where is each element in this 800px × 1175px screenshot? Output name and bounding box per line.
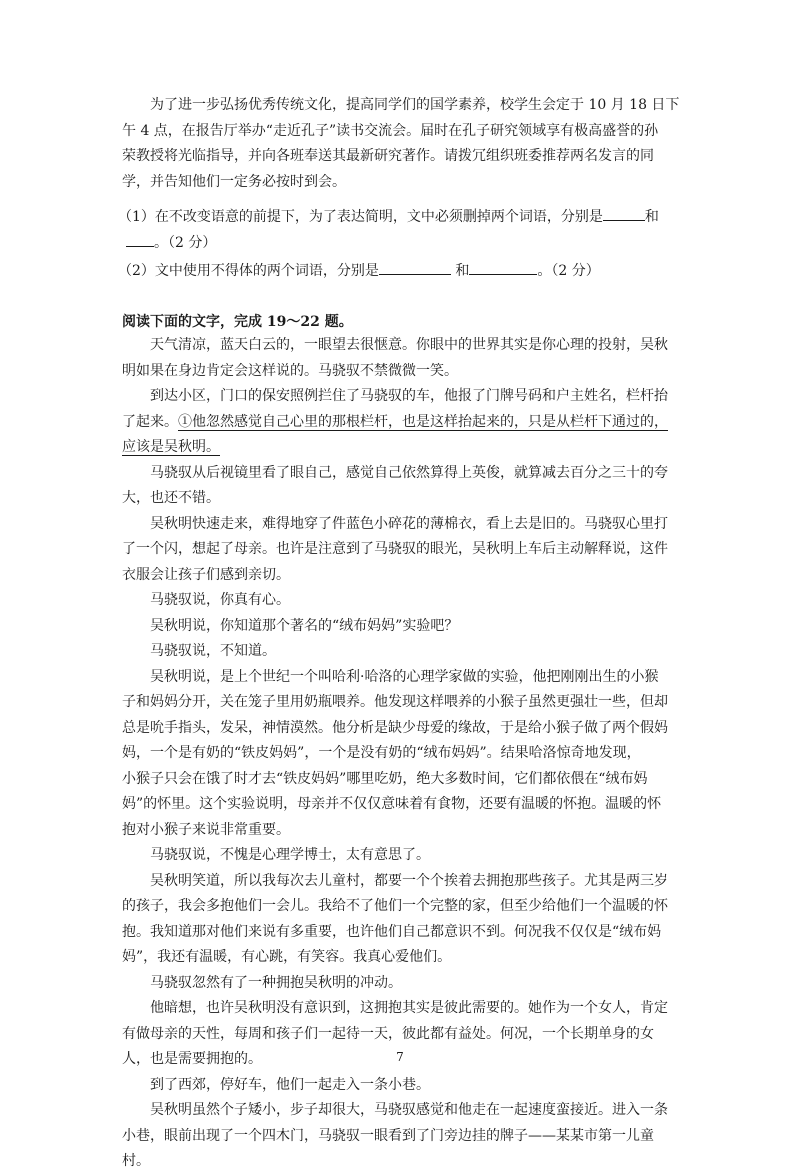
passage-line <box>122 996 682 1022</box>
passage-line <box>122 435 682 461</box>
passage-line <box>122 333 682 359</box>
intro-line: 学，并告知他们一定务必按时到会。 <box>122 173 346 190</box>
question-1-line2 <box>118 230 678 256</box>
passage-line <box>122 818 682 844</box>
page-number: 7 <box>396 1050 404 1064</box>
passage-line <box>122 1073 682 1099</box>
passage-text: 妈”的怀里。这个实验说明，母亲并不仅仅意味着有食物，还要有温暖的怀抱。温暖的怀 <box>122 796 662 812</box>
passage-text: 马骁驭说，不知道。 <box>150 643 276 659</box>
passage-text: 了一个闪，想起了母亲。也许是注意到了马骁驭的眼光，吴秋明上车后主动解释说，这件 <box>122 541 668 557</box>
passage-line <box>122 537 682 563</box>
passage-line <box>122 410 682 436</box>
question-1-line <box>118 204 678 230</box>
question-2-and: 和 <box>455 263 470 279</box>
passage-text: 吴秋明说，你知道那个著名的“绒布妈妈”实验吧？ <box>150 617 459 634</box>
section-title <box>122 310 682 336</box>
passage-line <box>122 359 682 385</box>
section-heading: 阅读下面的文字，完成 19～22 题。 <box>122 314 353 330</box>
passage-text: 抱对小猴子来说非常重要。 <box>122 821 290 838</box>
passage-text: 马骁驭说，不愧是心理学博士，太有意思了。 <box>150 847 430 863</box>
passage-line <box>122 1149 682 1175</box>
passage-line <box>122 639 682 665</box>
question-2 <box>118 258 678 284</box>
passage-text: 抱。我知道那对他们来说有多重要，也许他们自己都意识不到。何况我不仅仅是“绒布妈 <box>122 923 662 940</box>
passage-text: 了起来。 <box>122 413 178 430</box>
passage-line <box>122 1098 682 1124</box>
passage-text: 吴秋明虽然个子矮小，步子却很大，马骁驭感觉和他走在一起速度蛮接近。进入一条 <box>150 1102 668 1118</box>
passage-line <box>122 894 682 920</box>
question-2-line <box>118 258 678 284</box>
reading-passage <box>122 333 682 1175</box>
question-1 <box>118 204 678 255</box>
passage-text: 村。 <box>122 1153 150 1169</box>
passage-line <box>122 971 682 997</box>
passage-line <box>122 563 682 589</box>
passage-text: 衣服会让孩子们感到亲切。 <box>122 566 290 583</box>
answer-blank <box>379 258 451 275</box>
answer-blank <box>126 230 154 247</box>
passage-line <box>122 869 682 895</box>
passage-line <box>122 512 682 538</box>
passage-text: 到达小区，门口的保安照例拦住了马骁驭的车，他报了门牌号码和户主姓名，栏杆抬 <box>150 388 668 404</box>
underlined-sentence: 应该是吴秋明。 <box>122 439 220 455</box>
question-1-points: 。（2 分） <box>154 234 217 251</box>
underlined-sentence: ①他忽然感觉自己心里的那根栏杆，也是这样抬起来的，只是从栏杆下通过的， <box>178 413 668 430</box>
question-1-text: （1）在不改变语意的前提下，为了表达简明，文中必须删掉两个词语，分别是 <box>118 209 603 225</box>
answer-blank <box>469 258 537 275</box>
intro-line: 午 4 点，在报告厅举办“走近孔子”读书交流会。届时在孔子研究领域享有极高盛誉的孙 <box>122 122 659 139</box>
intro-line: 荣教授将光临指导，并向各班奉送其最新研究著作。请拨冗组织班委推荐两名发言的同 <box>122 148 654 164</box>
passage-line <box>122 461 682 487</box>
passage-text: 马骁驭从后视镜里看了眼自己，感觉自己依然算得上英俊，就算减去百分之三十的夸 <box>150 464 668 481</box>
passage-line <box>122 1124 682 1150</box>
passage-line <box>122 665 682 691</box>
intro-line: 为了进一步弘扬优秀传统文化，提高同学们的国学素养，校学生会定于 10 月 18 日下 <box>150 97 680 113</box>
question-1-and: 和 <box>644 209 659 225</box>
passage-line <box>122 614 682 640</box>
passage-text: 小猴子只会在饿了时才去“铁皮妈妈”哪里吃奶，绝大多数时间，它们都依偎在“绒布妈 <box>122 770 648 787</box>
passage-text: 吴秋明笑道，所以我每次去儿童村，都要一个个挨着去拥抱那些孩子。尤其是两三岁 <box>150 872 668 889</box>
passage-text: 天气清凉，蓝天白云的，一眼望去很惬意。你眼中的世界其实是你心理的投射，吴秋 <box>150 337 668 353</box>
passage-text: 马骁驭说，你真有心。 <box>150 592 290 608</box>
passage-line <box>122 384 682 410</box>
passage-line <box>122 716 682 742</box>
passage-line <box>122 920 682 946</box>
passage-line <box>122 792 682 818</box>
question-2-points: 。（2 分） <box>537 263 600 279</box>
passage-line <box>122 486 682 512</box>
passage-text: 妈”，我还有温暖，有心跳，有笑容。我真心爱他们。 <box>122 949 452 965</box>
passage-line <box>122 843 682 869</box>
passage-text: 子和妈妈分开，关在笼子里用奶瓶喂养。他发现这样喂养的小猴子虽然更强壮一些，但却 <box>122 694 668 710</box>
passage-line <box>122 1022 682 1048</box>
passage-line <box>122 945 682 971</box>
passage-text: 吴秋明快速走来，难得地穿了件蓝色小碎花的薄棉衣，看上去是旧的。马骁驭心里打 <box>150 515 668 532</box>
passage-text: 明如果在身边肯定会这样说的。马骁驭不禁微微一笑。 <box>122 362 458 379</box>
passage-line <box>122 741 682 767</box>
intro-paragraph <box>122 93 682 195</box>
question-2-text: （2）文中使用不得体的两个词语，分别是 <box>118 263 379 279</box>
passage-text: 小巷，眼前出现了一个四木门，马骁驭一眼看到了门旁边挂的牌子——某某市第一儿童 <box>122 1127 654 1144</box>
passage-line <box>122 767 682 793</box>
passage-text: 妈，一个是有奶的“铁皮妈妈”，一个是没有奶的“绒布妈妈”。结果哈洛惊奇地发现， <box>122 745 641 761</box>
passage-text: 他暗想，也许吴秋明没有意识到，这拥抱其实是彼此需要的。她作为一个女人，肯定 <box>150 1000 668 1016</box>
passage-text: 吴秋明说，是上个世纪一个叫哈利·哈洛的心理学家做的实验，他把刚刚出生的小猴 <box>150 668 659 685</box>
passage-text: 马骁驭忽然有了一种拥抱吴秋明的冲动。 <box>150 974 402 991</box>
passage-line <box>122 588 682 614</box>
passage-text: 到了西郊，停好车，他们一起走入一条小巷。 <box>150 1076 430 1093</box>
answer-blank <box>603 204 645 221</box>
passage-text: 的孩子，我会多抱他们一会儿。我给不了他们一个完整的家，但至少给他们一个温暖的怀 <box>122 898 668 914</box>
passage-text: 大，也还不错。 <box>122 490 220 506</box>
passage-text: 有做母亲的天性，每周和孩子们一起待一天，彼此都有益处。何况，一个长期单身的女 <box>122 1025 654 1042</box>
passage-text: 总是吮手指头，发呆，神情漠然。他分析是缺少母爱的缘故，于是给小猴子做了两个假妈 <box>122 719 668 736</box>
passage-text: 人，也是需要拥抱的。 <box>122 1051 262 1067</box>
passage-line <box>122 690 682 716</box>
